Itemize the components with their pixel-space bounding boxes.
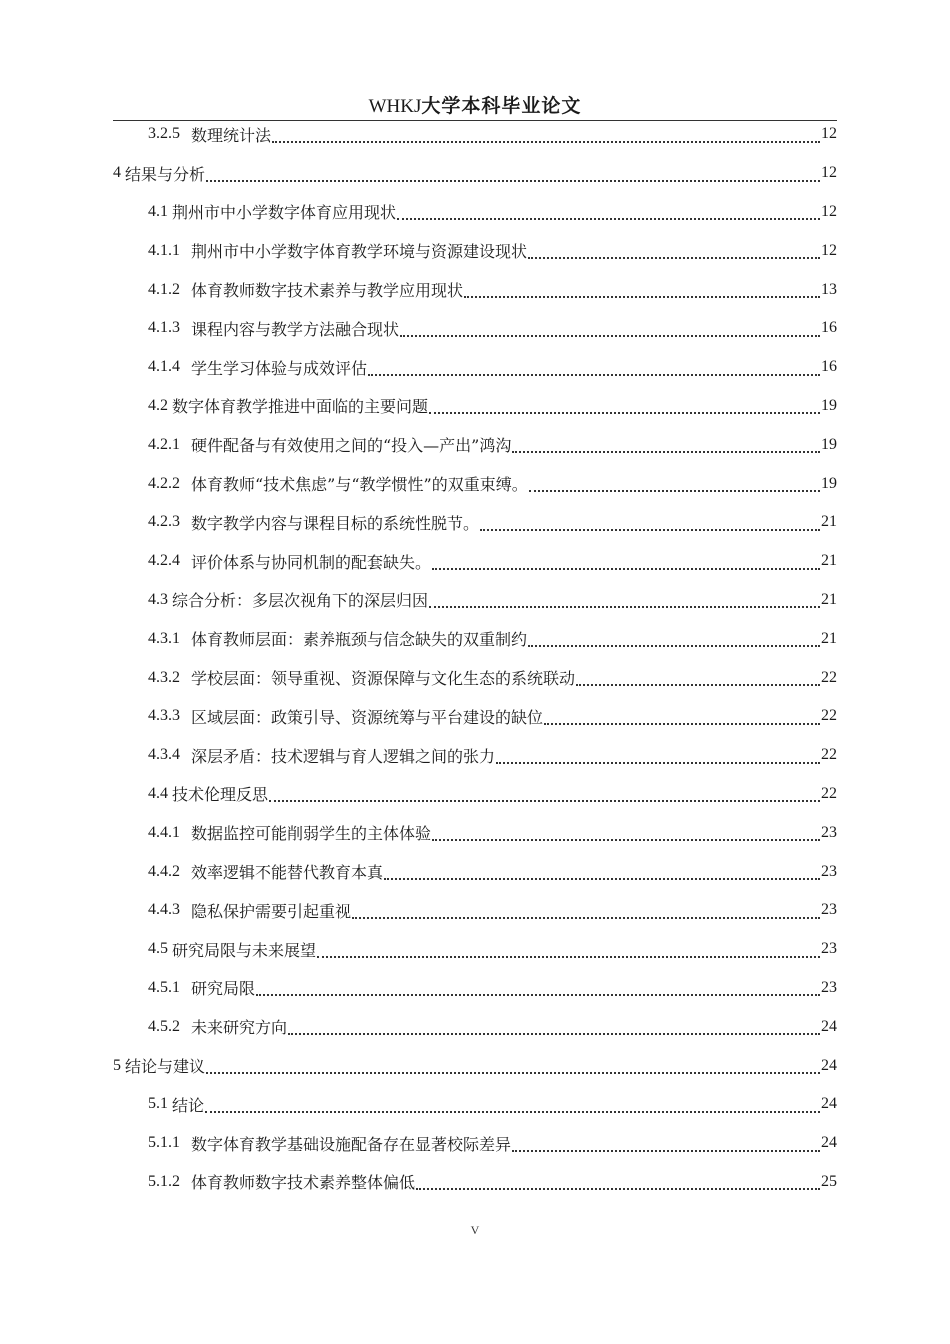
toc-entry-title: 数字体育教学基础设施配备存在显著校际差异 <box>191 1134 512 1154</box>
toc-dot-leader <box>576 678 820 686</box>
toc-entry-title: 结论与建议 <box>125 1057 206 1077</box>
toc-dot-leader <box>400 329 820 337</box>
toc-entry-title: 深层矛盾：技术逻辑与育人逻辑之间的张力 <box>191 746 496 766</box>
toc-dot-leader <box>512 445 820 453</box>
toc-entry-page: 24 <box>821 1056 837 1074</box>
toc-entry-number: 4.2.3 <box>148 513 180 531</box>
toc-entry[interactable] <box>113 852 837 891</box>
toc-entry-title: 技术伦理反思 <box>172 785 269 805</box>
toc-dot-leader <box>512 1144 820 1152</box>
toc-entry-number: 4.4.2 <box>148 862 180 880</box>
toc-entry[interactable] <box>113 969 837 1008</box>
table-of-contents <box>113 115 837 1201</box>
toc-entry[interactable] <box>113 231 837 270</box>
toc-entry-number: 5 <box>113 1056 121 1074</box>
toc-dot-leader <box>206 174 820 182</box>
toc-entry-page: 12 <box>821 241 837 259</box>
toc-dot-leader <box>416 1182 820 1190</box>
toc-entry-number: 4.3.2 <box>148 668 180 686</box>
toc-entry-number: 4.3.3 <box>148 707 180 725</box>
toc-entry-page: 22 <box>821 668 837 686</box>
toc-entry-title: 未来研究方向 <box>191 1018 288 1038</box>
toc-entry[interactable] <box>113 348 837 387</box>
toc-entry-number: 4.2.4 <box>148 552 180 570</box>
toc-dot-leader <box>317 950 820 958</box>
page-number: V <box>470 1223 480 1237</box>
toc-entry[interactable] <box>113 658 837 697</box>
toc-entry-page: 16 <box>821 319 837 337</box>
toc-dot-leader <box>352 911 820 919</box>
toc-entry-page: 23 <box>821 862 837 880</box>
toc-entry-number: 5.1.1 <box>148 1134 180 1152</box>
toc-entry-number: 4.2 <box>148 396 168 414</box>
toc-entry[interactable] <box>113 775 837 814</box>
toc-dot-leader <box>205 1105 820 1113</box>
toc-entry-title: 结果与分析 <box>125 164 206 184</box>
toc-entry-page: 22 <box>821 707 837 725</box>
toc-dot-leader <box>368 368 820 376</box>
toc-entry-page: 16 <box>821 358 837 376</box>
toc-entry-number: 4.1.4 <box>148 358 180 376</box>
toc-dot-leader <box>384 872 820 880</box>
toc-entry-page: 12 <box>821 202 837 220</box>
toc-entry[interactable] <box>113 1007 837 1046</box>
toc-entry-title: 学校层面：领导重视、资源保障与文化生态的系统联动 <box>191 669 576 689</box>
toc-dot-leader <box>429 600 820 608</box>
toc-entry-title: 数字教学内容与课程目标的系统性脱节。 <box>191 513 480 533</box>
toc-entry-number: 5.1.2 <box>148 1172 180 1190</box>
toc-entry[interactable] <box>113 542 837 581</box>
toc-entry-page: 23 <box>821 823 837 841</box>
toc-entry-page: 23 <box>821 940 837 958</box>
toc-entry[interactable] <box>113 387 837 426</box>
toc-entry-number: 4.4.3 <box>148 901 180 919</box>
toc-entry[interactable] <box>113 1163 837 1202</box>
toc-entry-number: 4.1.1 <box>148 241 180 259</box>
toc-entry-number: 4.3.4 <box>148 746 180 764</box>
toc-dot-leader <box>528 639 820 647</box>
toc-entry-number: 4.2.2 <box>148 474 180 492</box>
toc-entry-title: 研究局限与未来展望 <box>172 940 317 960</box>
toc-dot-leader <box>429 406 820 414</box>
toc-entry[interactable] <box>113 115 837 154</box>
toc-entry-page: 24 <box>821 1095 837 1113</box>
toc-entry-number: 4.5.2 <box>148 1017 180 1035</box>
toc-entry-title: 结论 <box>172 1095 205 1115</box>
toc-entry-page: 24 <box>821 1134 837 1152</box>
toc-entry-page: 21 <box>821 629 837 647</box>
toc-entry-title: 课程内容与教学方法融合现状 <box>191 319 400 339</box>
toc-entry[interactable] <box>113 1124 837 1163</box>
toc-entry-number: 4.5 <box>148 940 168 958</box>
toc-entry-title: 评价体系与协同机制的配套缺失。 <box>191 552 432 572</box>
toc-entry-page: 19 <box>821 435 837 453</box>
toc-entry-title: 数字体育教学推进中面临的主要问题 <box>172 397 429 417</box>
toc-entry-title: 研究局限 <box>191 979 256 999</box>
toc-dot-leader <box>256 988 820 996</box>
toc-entry-page: 13 <box>821 280 837 298</box>
toc-entry-number: 4.1.2 <box>148 280 180 298</box>
toc-dot-leader <box>206 1066 820 1074</box>
toc-entry-number: 4.1.3 <box>148 319 180 337</box>
toc-entry-page: 21 <box>821 552 837 570</box>
toc-entry[interactable] <box>113 1046 837 1085</box>
toc-dot-leader <box>432 562 820 570</box>
toc-entry[interactable] <box>113 309 837 348</box>
toc-entry-number: 3.2.5 <box>148 125 180 143</box>
toc-dot-leader <box>496 756 820 764</box>
toc-entry-title: 体育教师层面：素养瓶颈与信念缺失的双重制约 <box>191 630 528 650</box>
toc-dot-leader <box>397 212 820 220</box>
toc-dot-leader <box>529 484 820 492</box>
toc-entry-number: 4.1 <box>148 202 168 220</box>
toc-entry-title: 硬件配备与有效使用之间的“投入—产出”鸿沟 <box>191 436 512 456</box>
toc-entry-page: 19 <box>821 396 837 414</box>
toc-entry-title: 区域层面：政策引导、资源统筹与平台建设的缺位 <box>191 707 544 727</box>
toc-dot-leader <box>544 717 820 725</box>
toc-entry[interactable] <box>113 464 837 503</box>
toc-entry[interactable] <box>113 425 837 464</box>
header-cn-title: 大学本科毕业论文 <box>421 95 582 117</box>
toc-entry-page: 23 <box>821 901 837 919</box>
toc-dot-leader <box>288 1027 820 1035</box>
toc-entry-page: 23 <box>821 978 837 996</box>
toc-entry-page: 12 <box>821 125 837 143</box>
toc-entry-number: 4.2.1 <box>148 435 180 453</box>
toc-entry-title: 荆州市中小学数字体育应用现状 <box>172 203 397 223</box>
toc-entry[interactable] <box>113 736 837 775</box>
toc-entry[interactable] <box>113 813 837 852</box>
toc-entry-page: 21 <box>821 590 837 608</box>
toc-dot-leader <box>464 290 820 298</box>
toc-entry[interactable] <box>113 930 837 969</box>
toc-entry[interactable] <box>113 581 837 620</box>
toc-entry-title: 体育教师“技术焦虑”与“教学惯性”的双重束缚。 <box>191 475 528 495</box>
toc-entry-page: 22 <box>821 746 837 764</box>
toc-entry-page: 24 <box>821 1017 837 1035</box>
toc-entry-page: 19 <box>821 474 837 492</box>
header-latin: WHKJ <box>368 96 422 117</box>
toc-entry[interactable] <box>113 891 837 930</box>
toc-entry-number: 4.4 <box>148 784 168 802</box>
toc-entry[interactable] <box>113 503 837 542</box>
toc-entry-title: 数据监控可能削弱学生的主体体验 <box>191 824 432 844</box>
toc-entry-title: 荆州市中小学数字体育教学环境与资源建设现状 <box>191 242 528 262</box>
toc-dot-leader <box>528 251 820 259</box>
toc-dot-leader <box>272 135 820 143</box>
toc-entry[interactable] <box>113 697 837 736</box>
toc-dot-leader <box>269 794 820 802</box>
toc-entry-title: 体育教师数字技术素养整体偏低 <box>191 1173 416 1193</box>
toc-entry[interactable] <box>113 1085 837 1124</box>
toc-entry[interactable] <box>113 619 837 658</box>
toc-entry-title: 效率逻辑不能替代教育本真 <box>191 863 384 883</box>
toc-entry-title: 隐私保护需要引起重视 <box>191 901 352 921</box>
toc-entry-number: 4.4.1 <box>148 823 180 841</box>
toc-dot-leader <box>480 523 820 531</box>
toc-entry[interactable] <box>113 270 837 309</box>
toc-entry-title: 综合分析：多层次视角下的深层归因 <box>172 591 429 611</box>
toc-entry[interactable] <box>113 193 837 232</box>
toc-dot-leader <box>432 833 820 841</box>
toc-entry-number: 5.1 <box>148 1095 168 1113</box>
toc-entry-number: 4.5.1 <box>148 978 180 996</box>
toc-entry-page: 25 <box>821 1172 837 1190</box>
toc-entry-number: 4.3 <box>148 590 168 608</box>
toc-entry-number: 4 <box>113 164 121 182</box>
toc-entry-title: 数理统计法 <box>191 125 272 145</box>
toc-entry-page: 12 <box>821 164 837 182</box>
toc-entry[interactable] <box>113 154 837 193</box>
toc-entry-title: 学生学习体验与成效评估 <box>191 358 368 378</box>
toc-entry-page: 21 <box>821 513 837 531</box>
toc-entry-title: 体育教师数字技术素养与教学应用现状 <box>191 281 464 301</box>
toc-entry-number: 4.3.1 <box>148 629 180 647</box>
toc-entry-page: 22 <box>821 784 837 802</box>
